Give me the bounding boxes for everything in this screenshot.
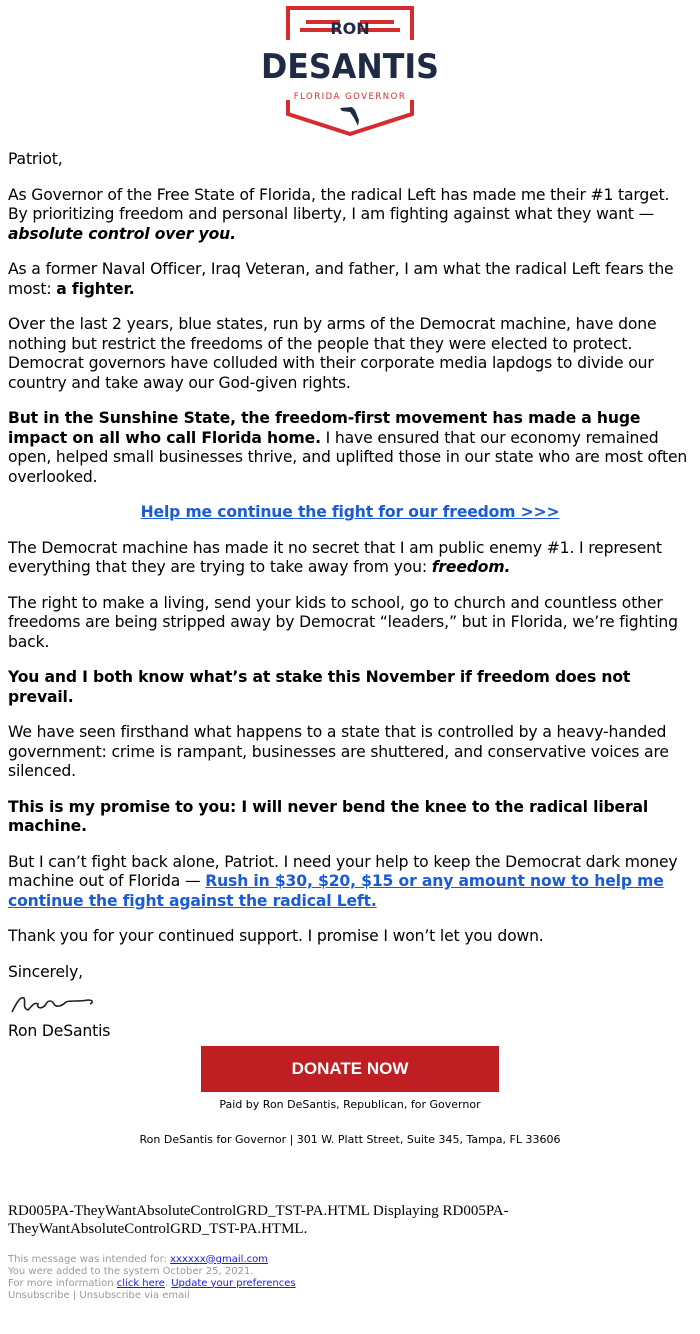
svg-text:DESANTIS: DESANTIS bbox=[261, 47, 439, 87]
donate-amount-link[interactable]: Rush in $30, $20, $15 or any amount now to help me continue the fight against the radical Left. bbox=[8, 872, 664, 910]
click-here-link[interactable]: click here bbox=[116, 1277, 165, 1289]
svg-text:FLORIDA GOVERNOR: FLORIDA GOVERNOR bbox=[293, 92, 407, 102]
paragraph: But I can’t fight back alone, Patriot. I need your help to keep the Democrat dark money machine out of Florida — Rush in $30, $20, $15 or any amount now to help me continue the fight against the radical Left. bbox=[8, 852, 678, 910]
email-footer: This message was intended for: xxxxxx@gmail.com You were added to the system October 25, 2021. For more information click here. Update your preferences Unsubscribe | Unsubscribe via email bbox=[8, 1253, 296, 1301]
recipient-email-link[interactable]: xxxxxx@gmail.com bbox=[170, 1253, 268, 1265]
paragraph: This is my promise to you: I will never bend the knee to the radical liberal machine. bbox=[8, 797, 649, 835]
paragraph: As a former Naval Officer, Iraq Veteran, and father, I am what the radical Left fears the most: a fighter. bbox=[8, 260, 674, 298]
paragraph: The right to make a living, send your kids to school, go to church and countless other freedoms are being stripped away by Democrat “leaders,” but in Florida, we’re fighting back. bbox=[8, 593, 678, 651]
signature bbox=[8, 990, 98, 1018]
paragraph: The Democrat machine has made it no secret that I am public enemy #1. I represent everything that they are trying to take away from you: freedom. bbox=[8, 538, 662, 576]
file-display-text: RD005PA-TheyWantAbsoluteControlGRD_TST-PA.HTML Displaying RD005PA-TheyWantAbsoluteControlGRD_TST-PA.HTML. bbox=[8, 1202, 509, 1237]
update-preferences-link[interactable]: Update your preferences bbox=[171, 1277, 296, 1289]
unsubscribe-email-link[interactable]: Unsubscribe via email bbox=[79, 1289, 190, 1301]
paragraph: We have seen firsthand what happens to a state that is controlled by a heavy-handed government: crime is rampant, businesses are shuttered, and conservative voices are silenced. bbox=[8, 723, 669, 780]
closing: Sincerely, bbox=[8, 962, 83, 981]
unsubscribe-link[interactable]: Unsubscribe bbox=[8, 1289, 70, 1301]
paid-for-disclaimer: Paid by Ron DeSantis, Republican, for Governor bbox=[219, 1097, 481, 1111]
campaign-logo bbox=[260, 4, 440, 136]
signer-name: Ron DeSantis bbox=[8, 1022, 111, 1040]
paragraph: You and I both know what’s at stake this November if freedom does not prevail. bbox=[8, 668, 631, 706]
paragraph: But in the Sunshine State, the freedom-first movement has made a huge impact on all who call Florida home. I have ensured that our economy remained open, helped small businesses thrive, and uplifted those in our state who are most often overlooked. bbox=[8, 409, 688, 486]
paragraph: As Governor of the Free State of Florida, the radical Left has made me their #1 target. By prioritizing freedom and personal liberty, I am fighting against what they want — absolute control over you. bbox=[8, 185, 670, 243]
paragraph: Thank you for your continued support. I promise I won’t let you down. bbox=[8, 927, 544, 945]
donate-now-button[interactable]: DONATE NOW bbox=[201, 1046, 499, 1092]
donate-link[interactable]: Help me continue the fight for our freedom >>> bbox=[140, 503, 560, 521]
paragraph: Over the last 2 years, blue states, run by arms of the Democrat machine, have done nothing but restrict the freedoms of the people that they were elected to protect. Democrat governors have colluded with their corporate media lapdogs to divide our country and take away our God-given rights. bbox=[8, 315, 657, 392]
campaign-address: Ron DeSantis for Governor | 301 W. Platt Street, Suite 345, Tampa, FL 33606 bbox=[139, 1132, 561, 1146]
greeting: Patriot, bbox=[8, 150, 63, 168]
svg-text:RON: RON bbox=[330, 19, 370, 38]
